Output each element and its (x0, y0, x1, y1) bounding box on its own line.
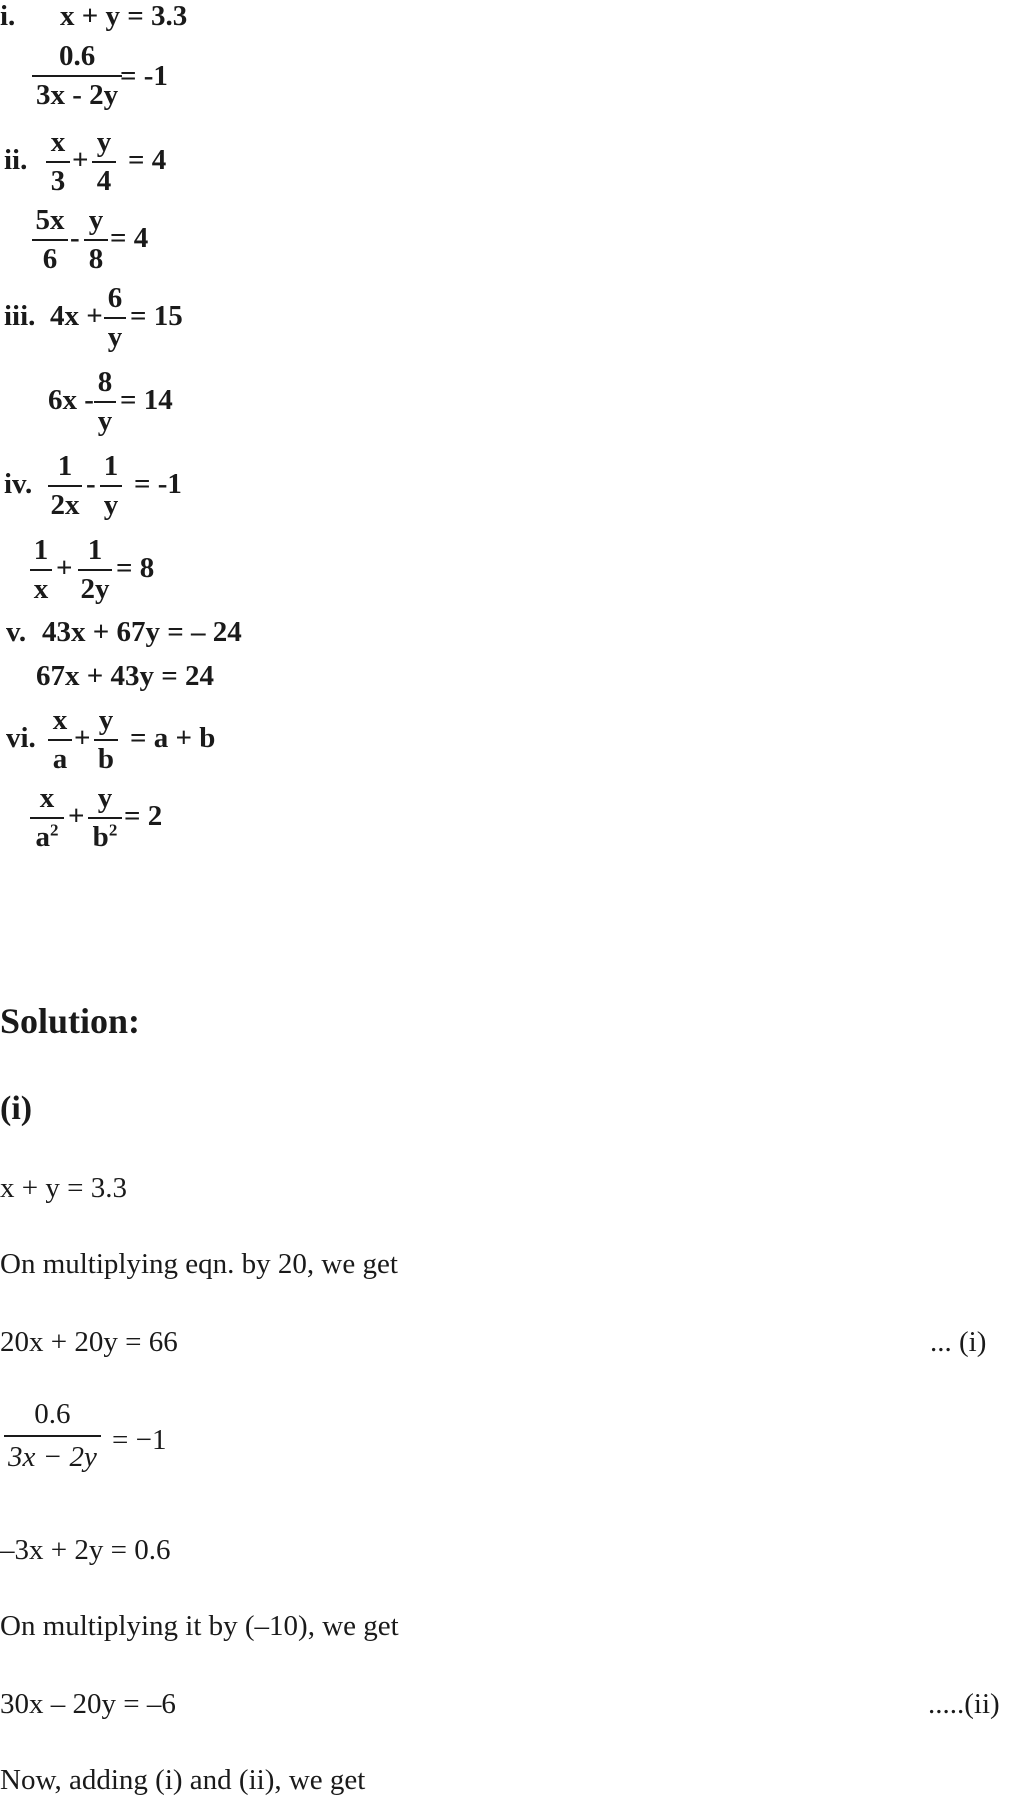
fraction: 0.6 3x − 2y (4, 1400, 101, 1472)
problem-label: v. (6, 616, 27, 648)
solution-line: –3x + 2y = 0.6 (0, 1534, 171, 1566)
fraction: 5x 6 (32, 206, 68, 274)
solution-line: 20x + 20y = 66 (0, 1326, 178, 1358)
equation-rhs: = 15 (130, 300, 183, 332)
solution-line: On multiplying eqn. by 20, we get (0, 1248, 398, 1280)
fraction: 1 x (30, 536, 52, 604)
equation-rhs: = 4 (110, 222, 149, 254)
fraction: 1 2y (78, 536, 112, 604)
equation-rhs: = -1 (120, 60, 168, 92)
problem-label: ii. (4, 144, 28, 176)
solution-line: On multiplying it by (–10), we get (0, 1610, 399, 1642)
equation-lhs: 4x + (50, 300, 103, 332)
solution-heading: Solution: (0, 1001, 141, 1041)
problem-label: i. (0, 0, 16, 32)
equation-rhs: = -1 (134, 468, 182, 500)
equation: x + y = 3.3 (60, 0, 188, 32)
operator: + (74, 722, 91, 754)
fraction: y 8 (84, 206, 108, 274)
fraction: 8 y (94, 368, 116, 436)
fraction: 1 y (100, 452, 122, 520)
equation-rhs: = 2 (124, 800, 163, 832)
fraction: x 3 (46, 128, 70, 196)
equation-rhs: = 4 (128, 144, 167, 176)
problem-label: iii. (4, 300, 36, 332)
equation-rhs: = −1 (112, 1424, 167, 1456)
operator: - (70, 222, 80, 254)
fraction: 1 2x (48, 452, 82, 520)
equation-rhs: = 8 (116, 552, 155, 584)
fraction: y $b^2$ (88, 784, 122, 852)
solution-line: x + y = 3.3 (0, 1172, 127, 1204)
equation-tag: .....(ii) (928, 1688, 1000, 1720)
solution-line: 30x – 20y = –6 (0, 1688, 176, 1720)
problem-label: iv. (4, 468, 33, 500)
operator: + (56, 552, 73, 584)
solution-part-label: (i) (0, 1090, 33, 1127)
operator: + (72, 144, 89, 176)
fraction: x a (48, 706, 72, 774)
equation-tag: ... (i) (930, 1326, 987, 1358)
fraction: 6 y (104, 284, 126, 352)
fraction: 0.6 3x - 2y (32, 42, 122, 110)
equation-rhs: = a + b (130, 722, 216, 754)
fraction: y b (94, 706, 118, 774)
equation-lhs: 6x - (48, 384, 94, 416)
solution-line: Now, adding (i) and (ii), we get (0, 1764, 366, 1796)
equation: 67x + 43y = 24 (36, 660, 215, 692)
equation: 43x + 67y = – 24 (42, 616, 242, 648)
operator: - (86, 468, 96, 500)
operator: + (68, 800, 85, 832)
fraction: y 4 (92, 128, 116, 196)
problem-label: vi. (6, 722, 36, 754)
fraction: x $a^2$ (30, 784, 64, 852)
equation-rhs: = 14 (120, 384, 173, 416)
